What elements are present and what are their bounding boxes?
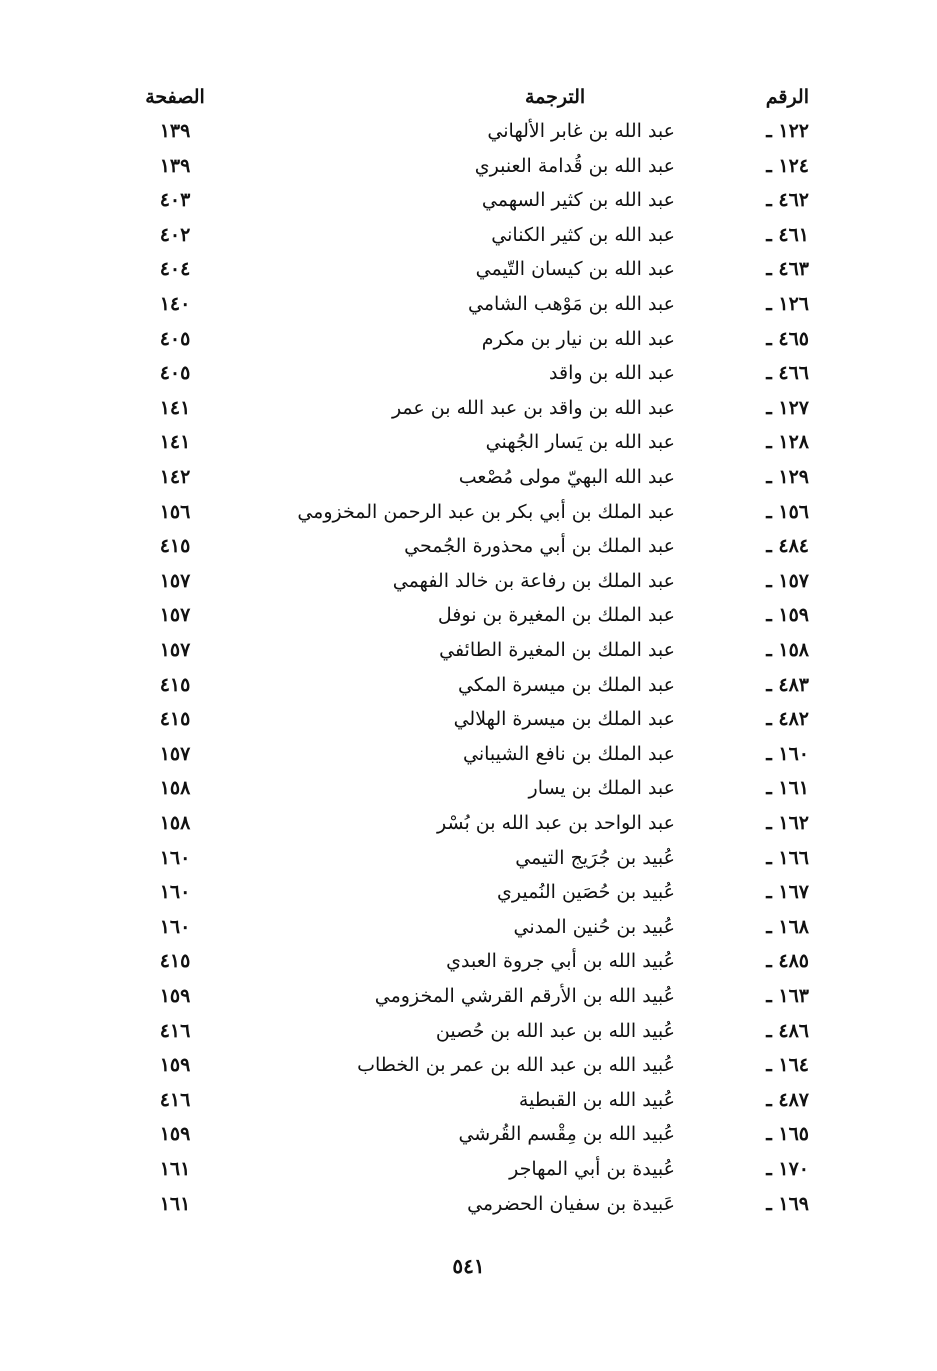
entry-name: عبد الملك بن ميسرة الهلالي <box>453 708 675 731</box>
table-row <box>0 737 937 771</box>
entry-name: عبد الله بن مَوْهب الشامي <box>468 293 675 315</box>
entry-name: عُبيد بن حُصَين النُميري <box>497 881 675 904</box>
entry-name: عبد الملك بن رفاعة بن خالد الفهمي <box>392 569 675 592</box>
entry-number: ١٦٧ ـ <box>766 881 809 904</box>
table-row <box>0 1117 937 1151</box>
entry-number: ٤٦١ ـ <box>766 223 809 246</box>
table-row <box>0 252 937 286</box>
entry-page: ١٦١ <box>159 1192 191 1215</box>
entry-number: ١٢٩ ـ <box>766 466 809 488</box>
entry-number: ١٥٩ ـ <box>766 604 809 627</box>
table-row <box>0 1083 937 1117</box>
entry-number: ١٥٨ ـ <box>766 639 809 661</box>
entry-page: ٤١٦ <box>159 1088 191 1111</box>
table-row <box>0 391 937 425</box>
table-row <box>0 598 937 632</box>
table-row <box>0 806 937 840</box>
entry-name: عبد الله بن واقد بن عبد الله بن عمر <box>391 396 675 419</box>
entry-name: عبد الله بن نيار بن مكرم <box>481 327 675 350</box>
table-row <box>0 460 937 494</box>
entry-name: عبد الله بن غابر الألهاني <box>487 120 675 142</box>
entry-name: عبد الله بن يَسار الجُهني <box>485 431 675 454</box>
entry-number: ١٦٦ ـ <box>766 846 809 869</box>
entry-name: عُبيدة بن أبي المهاجر <box>509 1158 675 1180</box>
entry-number: ١٢٧ ـ <box>766 396 809 419</box>
table-header <box>0 80 937 114</box>
table-row <box>0 114 937 148</box>
entry-page: ١٤١ <box>159 431 191 454</box>
table-row <box>0 771 937 805</box>
entry-number: ٤٨٤ ـ <box>766 535 809 558</box>
entry-number: ٤٨٣ ـ <box>766 673 809 696</box>
entry-number: ١٢٦ ـ <box>766 293 809 315</box>
entry-name: عبد الملك بن أبي بكر بن عبد الرحمن المخزومي <box>297 500 675 523</box>
entry-number: ١٦٤ ـ <box>766 1054 809 1077</box>
entry-number: ٤٦٣ ـ <box>766 258 809 281</box>
header-page: الصفحة <box>145 86 205 108</box>
table-row <box>0 322 937 356</box>
entry-number: ١٢٢ ـ <box>766 120 809 142</box>
entry-page: ١٦١ <box>159 1158 191 1180</box>
entry-number: ٤٨٦ ـ <box>766 1019 809 1042</box>
entry-page: ١٦٠ <box>159 915 191 938</box>
entry-name: عبد الله بن كيسان التّيمي <box>475 258 675 281</box>
entry-page: ١٣٩ <box>159 120 191 142</box>
entry-name: عبد الله بن كثير الكناني <box>491 223 675 246</box>
entry-number: ١٦٢ ـ <box>766 812 809 834</box>
table-row <box>0 149 937 183</box>
entry-number: ٤٦٦ ـ <box>766 362 809 385</box>
entry-number: ١٥٧ ـ <box>766 569 809 592</box>
entry-number: ١٦٨ ـ <box>766 915 809 938</box>
entry-name: عُبيد بن حُنين المدني <box>513 915 675 938</box>
entry-page: ١٦٠ <box>159 881 191 904</box>
table-row <box>0 1152 937 1186</box>
entry-page: ١٥٩ <box>159 985 191 1007</box>
table-row <box>0 529 937 563</box>
table-row <box>0 425 937 459</box>
table-row <box>0 218 937 252</box>
header-translation: الترجمة <box>525 86 586 108</box>
table-row <box>0 841 937 875</box>
entry-number: ١٦٣ ـ <box>766 985 809 1007</box>
entry-name: عُبيد الله بن القبطية <box>518 1088 675 1111</box>
entry-page: ٤١٦ <box>159 1019 191 1042</box>
table-row <box>0 944 937 978</box>
entry-page: ١٥٦ <box>159 500 191 523</box>
entry-number: ١٦١ ـ <box>766 777 809 800</box>
table-row <box>0 979 937 1013</box>
entry-page: ١٤٠ <box>159 293 191 315</box>
entry-page: ١٣٩ <box>159 154 191 177</box>
entry-number: ٤٨٢ ـ <box>766 708 809 731</box>
entry-page: ٤١٥ <box>159 673 191 696</box>
entry-name: عبد الملك بن يسار <box>528 777 675 800</box>
entry-name: عبد الملك بن أبي محذورة الجُمحي <box>404 535 675 558</box>
entry-page: ١٤١ <box>159 396 191 419</box>
entry-page: ٤٠٤ <box>159 258 191 281</box>
entry-number: ٤٨٥ ـ <box>766 950 809 973</box>
table-row <box>0 287 937 321</box>
table-row <box>0 495 937 529</box>
table-row <box>0 668 937 702</box>
entry-number: ١٥٦ ـ <box>766 500 809 523</box>
entry-number: ١٦٠ ـ <box>766 742 809 765</box>
entry-name: عُبيد الله بن أبي جروة العبدي <box>446 950 675 973</box>
table-row <box>0 1187 937 1221</box>
entry-name: عُبيد الله بن مِقْسم القُرشي <box>458 1123 675 1146</box>
entry-number: ١٧٠ ـ <box>766 1158 809 1180</box>
page-number: ٥٤١ <box>452 1254 485 1278</box>
table-row <box>0 1014 937 1048</box>
entry-name: عبد الملك بن المغيرة بن نوفل <box>437 604 675 627</box>
entry-page: ٤٠٢ <box>159 223 191 246</box>
table-row <box>0 910 937 944</box>
entry-page: ٤٠٣ <box>159 189 191 212</box>
entry-name: عُبيد الله بن عبد الله بن عمر بن الخطاب <box>357 1054 675 1077</box>
entry-name: عبد الملك بن المغيرة الطائفي <box>439 639 675 661</box>
entry-page: ١٥٩ <box>159 1054 191 1077</box>
table-row <box>0 356 937 390</box>
table-row <box>0 875 937 909</box>
entry-page: ١٥٩ <box>159 1123 191 1146</box>
entry-name: عبد الله البهيّ مولى مُصْعب <box>458 466 675 488</box>
header-number: الرقم <box>765 86 809 108</box>
entry-page: ١٥٨ <box>159 777 191 800</box>
entry-name: عُبيد الله بن عبد الله بن حُصين <box>435 1019 675 1042</box>
entry-number: ١٢٨ ـ <box>766 431 809 454</box>
entry-page: ١٥٧ <box>159 639 191 661</box>
entry-page: ١٥٧ <box>159 742 191 765</box>
table-row <box>0 633 937 667</box>
entry-page: ١٥٧ <box>159 604 191 627</box>
table-row <box>0 183 937 217</box>
table-row <box>0 702 937 736</box>
entry-name: عبد الواحد بن عبد الله بن بُسْر <box>437 812 675 834</box>
entry-name: عُبيد الله بن الأرقم القرشي المخزومي <box>374 985 675 1007</box>
entry-page: ٤٠٥ <box>159 362 191 385</box>
entry-number: ١٦٩ ـ <box>766 1192 809 1215</box>
entry-name: عبد الله بن كثير السهمي <box>481 189 675 212</box>
table-row <box>0 564 937 598</box>
entry-page: ١٥٨ <box>159 812 191 834</box>
entry-page: ١٥٧ <box>159 569 191 592</box>
entry-number: ٤٨٧ ـ <box>766 1088 809 1111</box>
entry-name: عبد الله بن واقد <box>549 362 675 385</box>
entry-page: ٤١٥ <box>159 950 191 973</box>
entry-number: ١٦٥ ـ <box>766 1123 809 1146</box>
entry-number: ٤٦٥ ـ <box>766 327 809 350</box>
entry-page: ٤٠٥ <box>159 327 191 350</box>
entry-page: ٤١٥ <box>159 535 191 558</box>
table-row <box>0 1048 937 1082</box>
entry-page: ١٤٢ <box>159 466 191 488</box>
entry-name: عبد الملك بن ميسرة المكي <box>458 673 675 696</box>
entry-name: عُبيد بن جُرَيج التيمي <box>515 846 675 869</box>
entry-number: ١٢٤ ـ <box>766 154 809 177</box>
entry-name: عبد الله بن قُدامة العنبري <box>474 154 675 177</box>
entry-page: ١٦٠ <box>159 846 191 869</box>
entry-page: ٤١٥ <box>159 708 191 731</box>
entry-number: ٤٦٢ ـ <box>766 189 809 212</box>
entry-name: عَبيدة بن سفيان الحضرمي <box>467 1192 675 1215</box>
entry-name: عبد الملك بن نافع الشيباني <box>463 742 675 765</box>
